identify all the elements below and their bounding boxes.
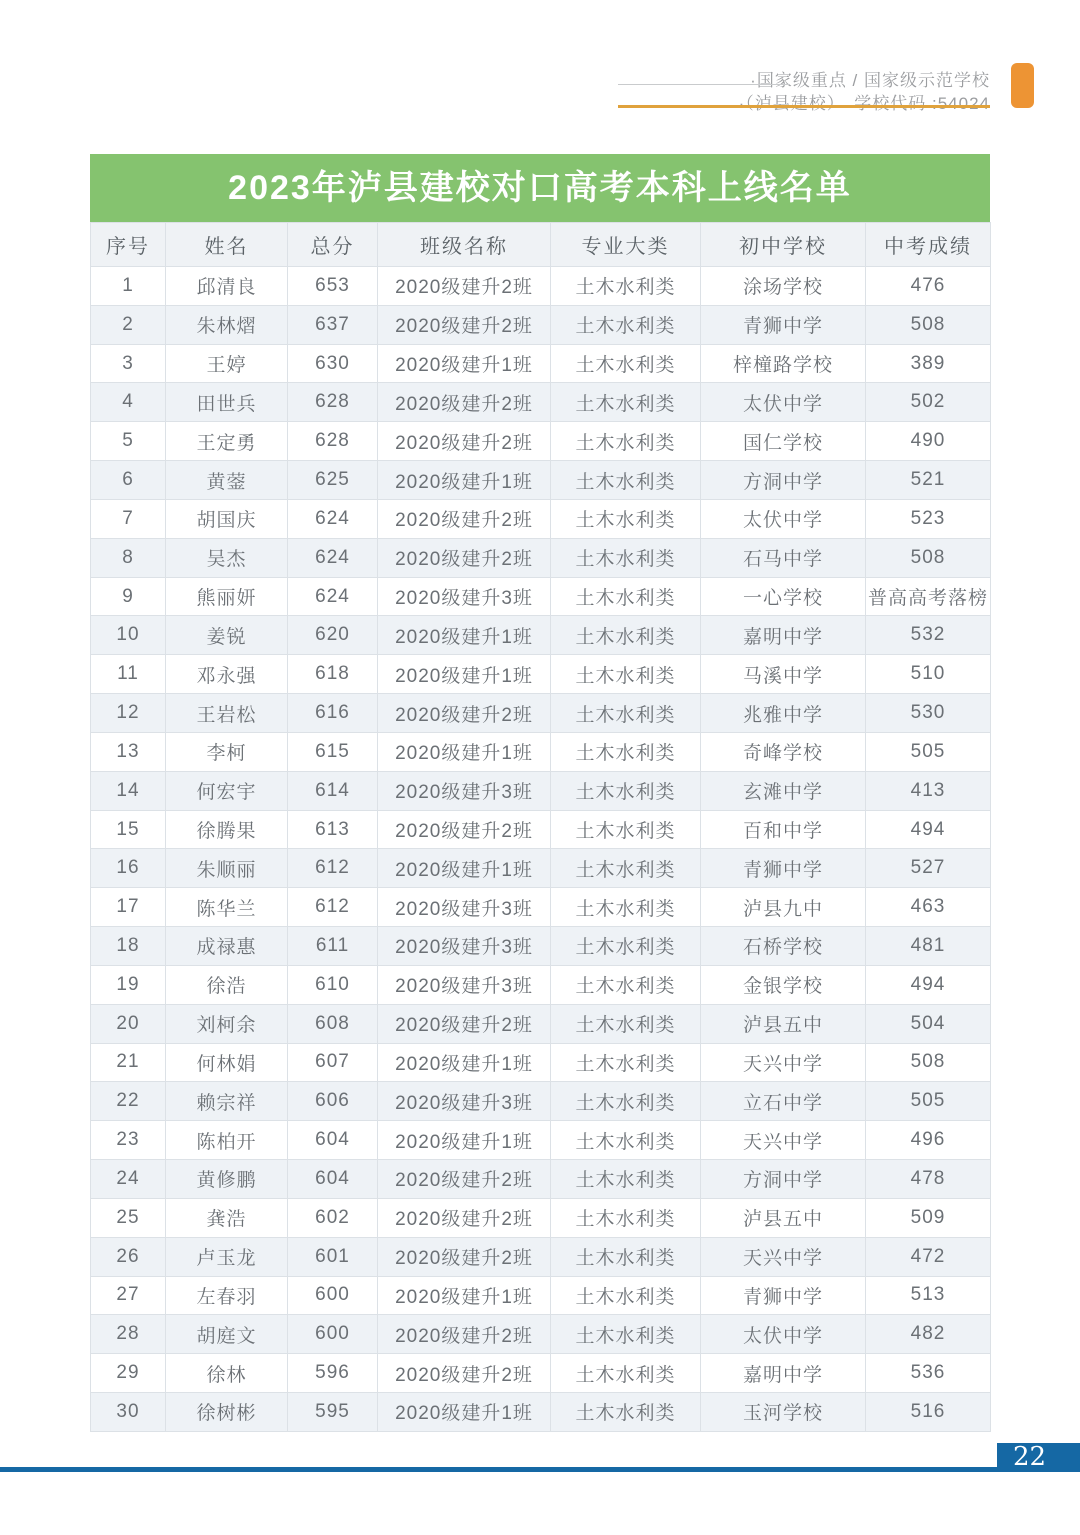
table-cell: 石桥学校 <box>701 927 866 966</box>
table-cell: 土木水利类 <box>551 1004 701 1043</box>
table-cell: 604 <box>288 1121 378 1160</box>
orange-tab-shape <box>1011 63 1034 108</box>
table-title: 2023年泸县建校对口高考本科上线名单 <box>228 169 852 207</box>
table-row <box>91 499 991 538</box>
table-cell: 508 <box>866 305 991 344</box>
table-cell: 530 <box>866 694 991 733</box>
table-cell: 2020级建升2班 <box>378 1004 551 1043</box>
table-cell: 505 <box>866 732 991 771</box>
table-header <box>91 223 991 267</box>
table-cell: 土木水利类 <box>551 1315 701 1354</box>
table-row <box>91 267 991 306</box>
table-cell: 490 <box>866 422 991 461</box>
table-cell: 2020级建升1班 <box>378 461 551 500</box>
table-cell: 陈华兰 <box>166 888 288 927</box>
table-cell: 土木水利类 <box>551 499 701 538</box>
table-cell: 27 <box>91 1276 166 1315</box>
table-cell: 472 <box>866 1237 991 1276</box>
table-cell: 嘉明中学 <box>701 1354 866 1393</box>
table-row <box>91 383 991 422</box>
table-cell: 504 <box>866 1004 991 1043</box>
table-row <box>91 965 991 1004</box>
table-cell: 土木水利类 <box>551 344 701 383</box>
table-cell: 左春羽 <box>166 1276 288 1315</box>
table-cell: 王婷 <box>166 344 288 383</box>
table-cell: 18 <box>91 927 166 966</box>
table-cell: 29 <box>91 1354 166 1393</box>
table-cell: 土木水利类 <box>551 1121 701 1160</box>
table-cell: 徐浩 <box>166 965 288 1004</box>
table-cell: 徐腾果 <box>166 810 288 849</box>
table-cell: 兆雅中学 <box>701 694 866 733</box>
table-cell: 2020级建升2班 <box>378 305 551 344</box>
table-cell: 石马中学 <box>701 538 866 577</box>
table-cell: 土木水利类 <box>551 267 701 306</box>
table-cell: 徐林 <box>166 1354 288 1393</box>
table-cell: 青狮中学 <box>701 1276 866 1315</box>
table-cell: 天兴中学 <box>701 1237 866 1276</box>
header-row <box>91 223 991 267</box>
table-cell: 610 <box>288 965 378 1004</box>
table-cell: 2020级建升2班 <box>378 1160 551 1199</box>
table-cell: 何宏宇 <box>166 771 288 810</box>
table-cell: 630 <box>288 344 378 383</box>
table-cell: 玉河学校 <box>701 1393 866 1432</box>
table-cell: 土木水利类 <box>551 1354 701 1393</box>
table-row <box>91 1043 991 1082</box>
table-cell: 刘柯余 <box>166 1004 288 1043</box>
table-cell: 476 <box>866 267 991 306</box>
table-cell: 2020级建升2班 <box>378 694 551 733</box>
table-cell: 620 <box>288 616 378 655</box>
table-cell: 602 <box>288 1198 378 1237</box>
table-cell: 土木水利类 <box>551 771 701 810</box>
table-row <box>91 1160 991 1199</box>
table-cell: 413 <box>866 771 991 810</box>
table-cell: 卢玉龙 <box>166 1237 288 1276</box>
table-cell: 土木水利类 <box>551 616 701 655</box>
table-cell: 14 <box>91 771 166 810</box>
table-cell: 505 <box>866 1082 991 1121</box>
table-cell: 土木水利类 <box>551 1393 701 1432</box>
table-cell: 606 <box>288 1082 378 1121</box>
table-cell: 8 <box>91 538 166 577</box>
table-cell: 李柯 <box>166 732 288 771</box>
table-cell: 土木水利类 <box>551 810 701 849</box>
table-cell: 7 <box>91 499 166 538</box>
table-cell: 何林娟 <box>166 1043 288 1082</box>
table-cell: 614 <box>288 771 378 810</box>
table-cell: 2020级建升2班 <box>378 1315 551 1354</box>
table-cell: 463 <box>866 888 991 927</box>
table-cell: 6 <box>91 461 166 500</box>
table-cell: 625 <box>288 461 378 500</box>
table-cell: 太伏中学 <box>701 1315 866 1354</box>
table-cell: 陈柏开 <box>166 1121 288 1160</box>
table-cell: 4 <box>91 383 166 422</box>
table-cell: 24 <box>91 1160 166 1199</box>
table-cell: 516 <box>866 1393 991 1432</box>
table-cell: 2020级建升3班 <box>378 1082 551 1121</box>
table-cell: 15 <box>91 810 166 849</box>
table-cell: 土木水利类 <box>551 655 701 694</box>
table-cell: 624 <box>288 499 378 538</box>
table-cell: 25 <box>91 1198 166 1237</box>
table-cell: 2020级建升3班 <box>378 888 551 927</box>
table-cell: 泸县九中 <box>701 888 866 927</box>
table-cell: 2020级建升2班 <box>378 422 551 461</box>
table-cell: 嘉明中学 <box>701 616 866 655</box>
page-number-badge <box>997 1443 1080 1472</box>
table-cell: 536 <box>866 1354 991 1393</box>
table-row <box>91 810 991 849</box>
table-cell: 28 <box>91 1315 166 1354</box>
table-cell: 奇峰学校 <box>701 732 866 771</box>
table-row <box>91 888 991 927</box>
table-cell: 616 <box>288 694 378 733</box>
table-cell: 天兴中学 <box>701 1121 866 1160</box>
column-header: 班级名称 <box>378 223 551 267</box>
table-cell: 596 <box>288 1354 378 1393</box>
column-header: 中考成绩 <box>866 223 991 267</box>
masthead-gray-rule <box>618 84 790 85</box>
table-cell: 624 <box>288 538 378 577</box>
table-cell: 玄滩中学 <box>701 771 866 810</box>
table-cell: 389 <box>866 344 991 383</box>
table-cell: 2020级建升1班 <box>378 732 551 771</box>
table-cell: 土木水利类 <box>551 927 701 966</box>
table-cell: 508 <box>866 538 991 577</box>
table-cell: 612 <box>288 888 378 927</box>
table-cell: 10 <box>91 616 166 655</box>
table-cell: 土木水利类 <box>551 383 701 422</box>
table-cell: 土木水利类 <box>551 849 701 888</box>
table-cell: 595 <box>288 1393 378 1432</box>
table-cell: 胡国庆 <box>166 499 288 538</box>
score-table <box>90 222 991 1432</box>
table-cell: 12 <box>91 694 166 733</box>
table-cell: 513 <box>866 1276 991 1315</box>
table-cell: 607 <box>288 1043 378 1082</box>
table-cell: 5 <box>91 422 166 461</box>
table-cell: 2020级建升3班 <box>378 927 551 966</box>
table-cell: 土木水利类 <box>551 305 701 344</box>
table-cell: 邓永强 <box>166 655 288 694</box>
table-row <box>91 1237 991 1276</box>
table-cell: 2020级建升2班 <box>378 1354 551 1393</box>
table-cell: 510 <box>866 655 991 694</box>
table-cell: 立石中学 <box>701 1082 866 1121</box>
table-cell: 9 <box>91 577 166 616</box>
table-cell: 泸县五中 <box>701 1004 866 1043</box>
table-cell: 2020级建升2班 <box>378 1198 551 1237</box>
table-cell: 618 <box>288 655 378 694</box>
table-row <box>91 1315 991 1354</box>
table-cell: 太伏中学 <box>701 499 866 538</box>
table-cell: 637 <box>288 305 378 344</box>
table-cell: 615 <box>288 732 378 771</box>
table-cell: 朱顺丽 <box>166 849 288 888</box>
footer-rule <box>0 1467 1080 1472</box>
table-cell: 2020级建升2班 <box>378 499 551 538</box>
column-header: 专业大类 <box>551 223 701 267</box>
table-row <box>91 422 991 461</box>
table-cell: 624 <box>288 577 378 616</box>
table-cell: 2020级建升1班 <box>378 1043 551 1082</box>
table-cell: 2020级建升1班 <box>378 344 551 383</box>
table-cell: 13 <box>91 732 166 771</box>
table-cell: 土木水利类 <box>551 694 701 733</box>
table-cell: 508 <box>866 1043 991 1082</box>
table-cell: 邱清良 <box>166 267 288 306</box>
table-cell: 509 <box>866 1198 991 1237</box>
table-row <box>91 616 991 655</box>
table-cell: 21 <box>91 1043 166 1082</box>
table-cell: 613 <box>288 810 378 849</box>
table-cell: 土木水利类 <box>551 888 701 927</box>
table-cell: 628 <box>288 383 378 422</box>
table-cell: 2020级建升2班 <box>378 1237 551 1276</box>
table-cell: 青狮中学 <box>701 305 866 344</box>
table-cell: 国仁学校 <box>701 422 866 461</box>
table-row <box>91 694 991 733</box>
table-cell: 2020级建升1班 <box>378 655 551 694</box>
table-cell: 土木水利类 <box>551 1043 701 1082</box>
table-cell: 青狮中学 <box>701 849 866 888</box>
table-cell: 2020级建升1班 <box>378 1276 551 1315</box>
table-cell: 527 <box>866 849 991 888</box>
table-row <box>91 771 991 810</box>
table-row <box>91 461 991 500</box>
table-cell: 2020级建升1班 <box>378 616 551 655</box>
table-cell: 521 <box>866 461 991 500</box>
table-cell: 泸县五中 <box>701 1198 866 1237</box>
table-cell: 土木水利类 <box>551 577 701 616</box>
table-cell: 608 <box>288 1004 378 1043</box>
table-cell: 涂场学校 <box>701 267 866 306</box>
table-row <box>91 344 991 383</box>
table-cell: 2020级建升1班 <box>378 1121 551 1160</box>
table-cell: 600 <box>288 1276 378 1315</box>
table-cell: 532 <box>866 616 991 655</box>
table-row <box>91 655 991 694</box>
table-cell: 普高高考落榜 <box>866 577 991 616</box>
table-cell: 土木水利类 <box>551 1237 701 1276</box>
table-cell: 628 <box>288 422 378 461</box>
table-cell: 20 <box>91 1004 166 1043</box>
table-cell: 黄蓥 <box>166 461 288 500</box>
table-cell: 土木水利类 <box>551 965 701 1004</box>
table-row <box>91 927 991 966</box>
table-row <box>91 1276 991 1315</box>
table-cell: 23 <box>91 1121 166 1160</box>
table-cell: 478 <box>866 1160 991 1199</box>
table-cell: 16 <box>91 849 166 888</box>
school-code-text: ·（泸县建校） 学校代码 :54024 <box>738 94 990 113</box>
column-header: 姓名 <box>166 223 288 267</box>
table-cell: 姜锐 <box>166 616 288 655</box>
table-cell: 482 <box>866 1315 991 1354</box>
column-header: 序号 <box>91 223 166 267</box>
table-cell: 土木水利类 <box>551 422 701 461</box>
table-cell: 2020级建升2班 <box>378 538 551 577</box>
page-number: 22 <box>1012 1442 1047 1472</box>
table-cell: 1 <box>91 267 166 306</box>
table-row <box>91 1354 991 1393</box>
table-cell: 吴杰 <box>166 538 288 577</box>
table-cell: 22 <box>91 1082 166 1121</box>
column-header: 初中学校 <box>701 223 866 267</box>
table-cell: 30 <box>91 1393 166 1432</box>
table-cell: 601 <box>288 1237 378 1276</box>
table-cell: 王岩松 <box>166 694 288 733</box>
table-cell: 百和中学 <box>701 810 866 849</box>
table-cell: 600 <box>288 1315 378 1354</box>
table-cell: 26 <box>91 1237 166 1276</box>
table-cell: 土木水利类 <box>551 538 701 577</box>
table-cell: 王定勇 <box>166 422 288 461</box>
masthead-orange-rule <box>618 105 990 108</box>
table-body <box>91 267 991 1432</box>
table-cell: 2020级建升1班 <box>378 849 551 888</box>
table-cell: 熊丽妍 <box>166 577 288 616</box>
table-cell: 2020级建升3班 <box>378 965 551 1004</box>
table-cell: 2020级建升2班 <box>378 383 551 422</box>
table-cell: 土木水利类 <box>551 732 701 771</box>
table-row <box>91 732 991 771</box>
table-cell: 土木水利类 <box>551 461 701 500</box>
table-cell: 田世兵 <box>166 383 288 422</box>
table-cell: 土木水利类 <box>551 1160 701 1199</box>
table-row <box>91 1004 991 1043</box>
table-cell: 523 <box>866 499 991 538</box>
table-row <box>91 1121 991 1160</box>
table-cell: 一心学校 <box>701 577 866 616</box>
table-row <box>91 1198 991 1237</box>
table-cell: 2020级建升1班 <box>378 1393 551 1432</box>
table-cell: 胡庭文 <box>166 1315 288 1354</box>
table-row <box>91 538 991 577</box>
table-cell: 成禄惠 <box>166 927 288 966</box>
table-cell: 2 <box>91 305 166 344</box>
table-cell: 金银学校 <box>701 965 866 1004</box>
table-row <box>91 305 991 344</box>
table-cell: 赖宗祥 <box>166 1082 288 1121</box>
table-cell: 2020级建升3班 <box>378 771 551 810</box>
table-cell: 604 <box>288 1160 378 1199</box>
table-cell: 方洞中学 <box>701 1160 866 1199</box>
table-cell: 徐树彬 <box>166 1393 288 1432</box>
table-cell: 11 <box>91 655 166 694</box>
table-row <box>91 577 991 616</box>
table-cell: 481 <box>866 927 991 966</box>
table-cell: 土木水利类 <box>551 1198 701 1237</box>
table-cell: 2020级建升2班 <box>378 810 551 849</box>
table-cell: 太伏中学 <box>701 383 866 422</box>
table-cell: 17 <box>91 888 166 927</box>
table-cell: 496 <box>866 1121 991 1160</box>
table-cell: 653 <box>288 267 378 306</box>
table-cell: 黄修鹏 <box>166 1160 288 1199</box>
column-header: 总分 <box>288 223 378 267</box>
table-cell: 494 <box>866 965 991 1004</box>
table-cell: 天兴中学 <box>701 1043 866 1082</box>
table-cell: 2020级建升2班 <box>378 267 551 306</box>
table-title-banner <box>90 154 990 222</box>
table-cell: 方洞中学 <box>701 461 866 500</box>
table-cell: 土木水利类 <box>551 1082 701 1121</box>
table-cell: 19 <box>91 965 166 1004</box>
table-cell: 502 <box>866 383 991 422</box>
table-row <box>91 1393 991 1432</box>
table-cell: 马溪中学 <box>701 655 866 694</box>
school-honors-text: ·国家级重点 / 国家级示范学校 <box>750 71 990 90</box>
table-cell: 朱林熠 <box>166 305 288 344</box>
table-cell: 3 <box>91 344 166 383</box>
table-cell: 2020级建升3班 <box>378 577 551 616</box>
table-cell: 龚浩 <box>166 1198 288 1237</box>
table-cell: 494 <box>866 810 991 849</box>
table-row <box>91 1082 991 1121</box>
table-row <box>91 849 991 888</box>
table-cell: 土木水利类 <box>551 1276 701 1315</box>
table-cell: 611 <box>288 927 378 966</box>
table-cell: 612 <box>288 849 378 888</box>
table-cell: 梓橦路学校 <box>701 344 866 383</box>
